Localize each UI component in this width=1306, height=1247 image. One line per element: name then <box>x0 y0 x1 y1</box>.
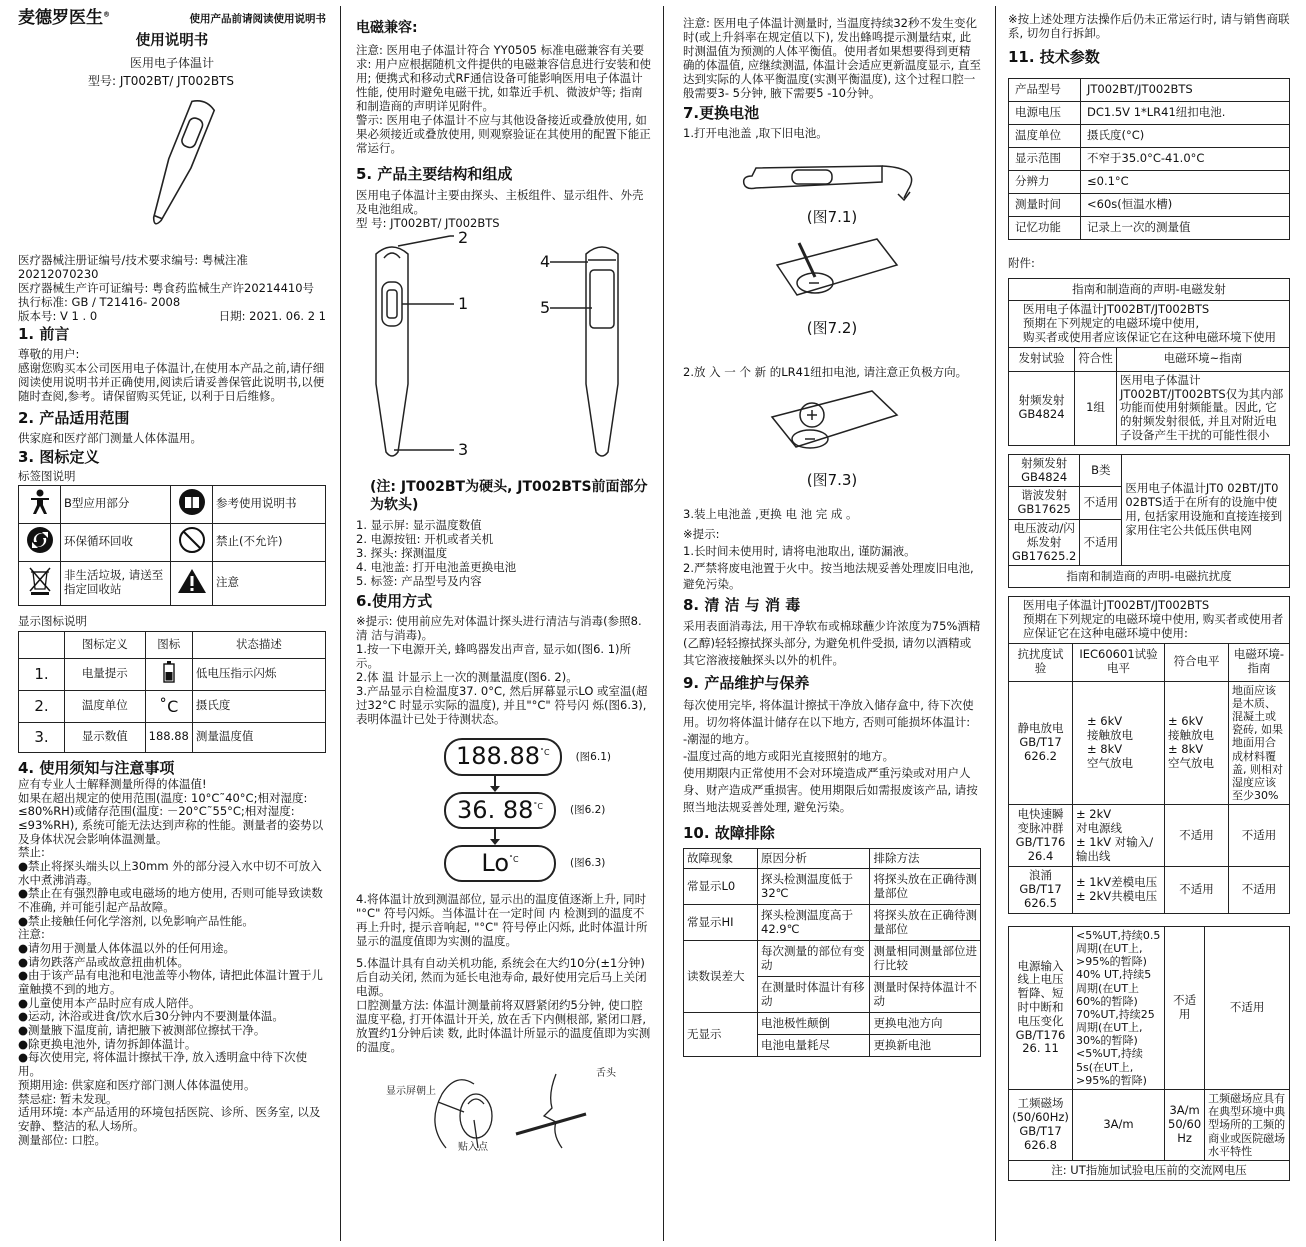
oral-measure-diagram <box>356 1064 652 1154</box>
lcd-value: 36. 88 <box>457 795 534 824</box>
column-1 <box>18 8 326 1243</box>
immunity-test: 工频磁场 (50/60Hz) GB/T17 626.8 <box>1009 1090 1073 1161</box>
fault-cause: 电池极性颠倒 <box>758 1013 870 1035</box>
immunity-table-2 <box>1008 926 1290 1181</box>
emission-compliance: B类 <box>1080 454 1122 487</box>
fault-fix: 将探头放在正确待测量部位 <box>870 869 981 905</box>
diagram-label-screen-up: 显示屏朝上 <box>386 1086 436 1098</box>
emission-header: 符合性 <box>1075 347 1117 371</box>
immunity-compliance: 3A/m 50/60 Hz <box>1165 1090 1205 1161</box>
fault-fix: 更换电池方向 <box>870 1013 981 1035</box>
emission-compliance: 不适用 <box>1080 487 1122 520</box>
doc-title: 使用说明书 <box>135 32 209 49</box>
section-2-body: 供家庭和医疗部门测量人体体温用。 <box>18 431 202 446</box>
display-icon-table <box>18 631 326 753</box>
battery-step-2: 2.放 入 一 个 新 的LR41纽扣电池, 请注意正负极方向。 <box>683 365 968 379</box>
structure-note: (注: JT002BT为硬头, JT002BTS前面部分为软头) <box>370 478 648 513</box>
section-4-title: 4. 使用须知与注意事项 <box>18 758 175 777</box>
footnote: 注: UT指施加试验电压前的交流网电压 <box>1009 1160 1290 1180</box>
emc-title: 电磁兼容: <box>356 20 418 36</box>
immunity-header: IEC60601试验电平 <box>1073 643 1165 681</box>
recycle-icon <box>19 523 61 561</box>
label-text: 参考使用说明书 <box>213 485 326 523</box>
doc-subtitle: 医用电子体温计 <box>129 56 214 71</box>
section-5-body: 医用电子体温计主要由探头、主板组件、显示组件、外壳及电池组成。 型 号: JT002BT/ JT002BTS <box>356 187 644 230</box>
emission-test: 射频发射 GB4824 <box>1009 454 1080 487</box>
section-11-title: 11. 技术参数 <box>1008 48 1100 67</box>
section-1-body: 尊敬的用户: 感谢您购买本公司医用电子体温计,在使用本产品之前,请仔细阅读使用说明书并正确使用,阅读后请妥善保管此说明书,以便随时查阅,参考。请保留购买凭证, 以利于日后维修。 <box>18 347 325 404</box>
spec-value: 不窄于35.0°C-41.0°C <box>1081 148 1290 171</box>
parts-list: 1. 显示屏: 显示温度数值 2. 电源按钮: 开机或者关机 3. 探头: 探测温度 4. 电池盖: 打开电池盖更换电池 5. 标签: 产品型号及内容 <box>356 517 517 588</box>
spec-key: 显示范围 <box>1009 148 1081 171</box>
emission-test: 电压波动/闪烁发射 GB17625.2 <box>1009 519 1080 565</box>
lcd-caption: (图6.3) <box>570 857 606 870</box>
celsius-icon: ˚C <box>145 690 192 722</box>
spec-key: 分辨力 <box>1009 171 1081 194</box>
section-8-body: 采用表面消毒法, 用干净软布或棉球蘸少许浓度为75%酒精(乙醇)轻轻擦拭探头部分, 为避免机件受损, 请勿以酒精或其它溶液接触探头以外的机件。 <box>683 619 981 668</box>
lcd-display <box>444 845 556 882</box>
immunity-env: 不适用 <box>1229 867 1290 913</box>
display-header: 状态描述 <box>192 631 325 658</box>
section-6-body: ※提示: 使用前应先对体温计探头进行清洁与消毒(参照8.清 洁与消毒)。 1.按一下电源开关, 蜂鸣器发出声音, 显示如(图6. 1)所示。 2.体 温 计显示上一次的测量温度(图6. 2)。 3.产品显示自检温度37. 0°C, 然后屏幕显示LO 或室温(超过32°C 时显示实际的温度), 并且"°C" 符号闪 烁(图6.3), 表明体温计已处于待测状态。 <box>356 614 648 727</box>
immunity-level: 3A/m <box>1073 1090 1165 1161</box>
spec-key: 测量时间 <box>1009 194 1081 217</box>
column-4 <box>1008 8 1290 1243</box>
emission-compliance: 1组 <box>1075 371 1117 445</box>
emission-test: 射频发射 GB4824 <box>1009 371 1075 445</box>
registration-no: 医疗器械注册证编号/技术要求编号: 粤械注准20212070230 <box>18 252 248 281</box>
section-1-title: 1. 前言 <box>18 324 70 343</box>
fault-symptom: 无显示 <box>684 1013 758 1057</box>
section-9-title: 9. 产品维护与保养 <box>683 674 810 693</box>
display-header: 图标 <box>145 631 192 658</box>
callout-4: 4 <box>540 251 551 271</box>
lcd-display <box>444 738 562 775</box>
lcd-value: Lo <box>481 848 510 877</box>
fault-cause: 在测量时体温计有移动 <box>758 977 870 1013</box>
fault-symptom: 读数误差大 <box>684 941 758 1013</box>
remove-battery-figure <box>757 235 907 315</box>
spec-value: DC1.5V 1*LR41纽扣电池. <box>1081 102 1290 125</box>
section-9-body: 每次使用完毕, 将体温计擦拭干净放入储存盒中, 待下次使用。切勿将体温计储存在以下地方, 否则可能损坏体温计: -潮湿的地方。 -温度过高的地方或阳光直接照射的地方。 使用期限内正常使用不会对环境造成严重污染或对用户人身、财产造成严重损害。使用期限后如需报废该产品, 请按照当地法规妥善处理, 避免污染。 <box>683 697 978 814</box>
down-arrow-icon <box>494 829 496 841</box>
display-row-def: 显示数值 <box>65 722 146 752</box>
section-2-title: 2. 产品适用范围 <box>18 409 130 428</box>
display-header: 图标定义 <box>65 631 146 658</box>
immunity-title: 指南和制造商的声明-电磁抗扰度 <box>1009 566 1290 588</box>
thermometer-illustration <box>118 93 238 243</box>
immunity-test: 静电放电 GB/T17 626.2 <box>1009 681 1073 805</box>
column-3 <box>683 8 981 1243</box>
lcd-display <box>444 792 556 829</box>
fault-symptom: 常显示L0 <box>684 869 758 905</box>
emission-table-2 <box>1008 454 1290 589</box>
fault-header: 原因分析 <box>758 849 870 869</box>
immunity-intro: 医用电子体温计JT002BT/JT002BTS 预期在下列规定的电磁环境中使用, 购买者或使用者应保证它在这种电磁环境中使用: <box>1009 597 1290 643</box>
spec-value: ≤0.1°C <box>1081 171 1290 194</box>
immunity-compliance: 不适用 <box>1165 867 1229 913</box>
immunity-level: ± 1kV差模电压 ± 2kV共模电压 <box>1073 867 1165 913</box>
display-row-no: 2. <box>19 690 65 722</box>
spec-key: 电源电压 <box>1009 102 1081 125</box>
measure-note: 注意: 医用电子体温计测量时, 当温度持续32秒不发生变化时(或上升斜率在规定值以下), 发出蜂鸣提示测量结束, 此时测温值为预测的人体平衡值。使用者如果想要得到更精确的体温值, 应继续测温, 体温计会适应更新温度显示, 直至达到实际的人体平衡温度(实测平衡温度), 这个过程口腔一般需要3- 5分钟, 腋下需要5 -10分钟。 <box>683 16 981 101</box>
immunity-compliance: ± 6kV 接触放电 ± 8kV 空气放电 <box>1165 681 1229 805</box>
license-no: 医疗器械生产许可证编号: 粤食药监械生产许20214410号 <box>18 280 315 295</box>
fault-cause: 每次测量的部位有变动 <box>758 941 870 977</box>
column-divider <box>340 6 341 1241</box>
manual-icon <box>171 485 213 523</box>
battery-step-1: 1.打开电池盖 ,取下旧电池。 <box>683 126 828 141</box>
lcd-unit: ˚C <box>539 748 550 758</box>
read-notice: 使用产品前请阅读使用说明书 <box>189 13 326 25</box>
emission-title: 指南和制造商的声明-电磁发射 <box>1009 279 1290 301</box>
callout-1: 1 <box>458 293 469 313</box>
battery-icon <box>145 658 192 690</box>
fault-cause: 探头检测温度低于32℃ <box>758 869 870 905</box>
emission-test: 谐波发射 GB17625 <box>1009 487 1080 520</box>
section-10-title: 10. 故障排除 <box>683 823 775 842</box>
label-text: B型应用部分 <box>61 485 171 523</box>
lcd-unit: ˚C <box>533 801 543 811</box>
label-table <box>18 485 326 606</box>
immunity-env: 地面应该是木质、混凝土或瓷砖, 如果地面用合成材料覆盖, 则相对湿度应该至少30% <box>1229 681 1290 805</box>
emission-table <box>1008 278 1290 445</box>
section-4-body: 应有专业人士解释测量所得的体温值! 如果在超出规定的使用范围(温度: 10°C˜40°C;相对湿度: ≤80%RH)或储存范围(温度: －20°C˜55°C;相对湿度: ≤93%RH), 系统可能无法达到声称的性能。测量者的姿势以及身体状况会影响体温测量。 禁止: ●禁止将探头端头以上30mm 外的部分浸入水中切不可放入水中煮沸消毒。 ●禁止在有强烈静电或电磁场的地方使用, 否则可能导致读数不准确, 并可能引起产品故障。 ●禁止接触任何化学溶剂, 以免影响产品性能。 注意: ●请勿用于测量人体体温以外的任何用途。 ●请勿跌落产品或故意扭曲机体。 ●由于该产品有电池和电池盖等小物体, 请把此体温计置于儿童触摸不到的地方。 ●儿童使用本产品时应有成人陪伴。 ●运动, 沐浴或进食/饮水后30分钟内不要测量体温。 ●测量腋下温度前, 请把腋下被测部位擦拭干净。 ●除更换电池外, 请勿拆卸体温计。 ●每次使用完, 将体温计擦拭干净, 放入透明盒中待下次使用。 预期用途: 供家庭和医疗部门测人体体温使用。 禁忌症: 暂未发现。 适用环境: 本产品适用的环境包括医院、诊所、医务室, 以及安静、整洁的私人场所。 测量部位: 口腔。 <box>18 777 324 1147</box>
immunity-env: 工频磁场应具有在典型环境中典型场所的工频的商业或医院磁场水平特性 <box>1205 1090 1290 1161</box>
immunity-test: 电源输入线上电压暂降、短时中断和电压变化 GB/T176 26. 11 <box>1009 926 1073 1089</box>
display-row-no: 3. <box>19 722 65 752</box>
display-row-desc: 低电压指示闪烁 <box>192 658 325 690</box>
column-2 <box>356 8 652 1243</box>
immunity-header: 符合电平 <box>1165 643 1229 681</box>
fault-fix: 测量时保持体温计不动 <box>870 977 981 1013</box>
lcd-unit: ˚C <box>509 854 519 864</box>
section-5-title: 5. 产品主要结构和组成 <box>356 165 513 184</box>
diagram-label-tongue: 舌头 <box>596 1068 616 1080</box>
spec-value: <60s(恒温水槽) <box>1081 194 1290 217</box>
weee-icon <box>19 561 61 605</box>
spec-value: 记录上一次的测量值 <box>1081 217 1290 240</box>
fault-header: 排除方法 <box>870 849 981 869</box>
insert-battery-figure <box>752 387 912 467</box>
column-divider <box>995 6 996 1241</box>
lcd-value: 188.88 <box>456 742 540 771</box>
fig-7-3-caption: (图7.3) <box>806 471 858 490</box>
registered-mark: ® <box>103 10 110 19</box>
version: 版本号: V 1 . 0 <box>18 308 98 323</box>
brand <box>18 8 110 29</box>
lcd-figures <box>356 738 652 882</box>
callout-2: 2 <box>458 227 469 247</box>
section-6-body-2: 4.将体温计放到测温部位, 显示出的温度值逐渐上升, 同时 "°C" 符号闪烁。当体温计在一定时间 内 检测到的温度不再上升时, 提示音响起, "°C" 符号停止闪烁, 此时体温计所显示的温度值即为实测的温度。 <box>356 892 648 949</box>
spec-key: 温度单位 <box>1009 125 1081 148</box>
spec-value: JT002BT/JT002BTS <box>1081 79 1290 102</box>
label-text: 禁止(不允许) <box>213 523 326 561</box>
fault-fix: 更换新电池 <box>870 1035 981 1057</box>
digits-icon: 188.88 <box>145 722 192 752</box>
person-icon <box>19 485 61 523</box>
emission-env: 医用电子体温计JT002BT/JT002BTS仅为其内部功能而使用射频能量。因此, 它的射频发射很低, 并且对附近电子设备产生干扰的可能性很小 <box>1117 371 1290 445</box>
immunity-env: 不适用 <box>1229 805 1290 867</box>
prohibit-icon <box>171 523 213 561</box>
emission-intro: 医用电子体温计JT002BT/JT002BTS 预期在下列规定的电磁环境中使用, 购买者或使用者应该保证它在这种电磁环境下使用 <box>1009 301 1290 347</box>
battery-tips: ※提示: 1.长时间未使用时, 请将电池取出, 谨防漏液。 2.严禁将废电池置于火中。按当地法规妥善处理废旧电池, 避免污染。 <box>683 527 974 592</box>
immunity-compliance: 不适用 <box>1165 805 1229 867</box>
date: 日期: 2021. 06. 2 1 <box>218 308 326 323</box>
section-8-title: 8. 清 洁 与 消 毒 <box>683 596 801 615</box>
attachment-label: 附件: <box>1008 256 1035 271</box>
emc-body: 注意: 医用电子体温计符合 YY0505 标准电磁兼容有关要求: 用户应根据随机文件提供的电磁兼容信息进行安装和使用; 便携式和移动式RF通信设备可能影响医用电子体温计性能, 使用时避免电磁干扰, 如靠近手机、微波炉等; 指南和制造商的声明详见附件。 警示: 医用电子体温计不应与其他设备接近或叠放使用, 如果必须接近或叠放使用, 则观察验证在其使用的配置下能正常运行。 <box>356 43 652 156</box>
emission-header: 电磁环境~指南 <box>1117 347 1290 371</box>
display-title: 显示图标说明 <box>18 613 87 628</box>
immunity-table <box>1008 596 1290 913</box>
column-divider <box>663 6 664 1241</box>
down-arrow-icon <box>494 776 496 788</box>
warning-icon <box>171 561 213 605</box>
immunity-env: 不适用 <box>1205 926 1290 1089</box>
immunity-level: ± 2kV 对电源线 ± 1kV 对输入/输出线 <box>1073 805 1165 867</box>
structure-diagram <box>356 227 652 470</box>
emission-env: 医用电子体温计JT0 02BT/JT0 02BTS适于在所有的设施中使用, 包括家用设施和直接连接到家用住宅公共低压供电网 <box>1122 454 1290 566</box>
fault-fix: 将探头放在正确待测量部位 <box>870 905 981 941</box>
fig-7-2-caption: (图7.2) <box>806 318 858 337</box>
contact-note: ※按上述处理方法操作后仍未正常运行时, 请与销售商联系, 切勿自行拆卸。 <box>1008 12 1290 41</box>
section-6-title: 6.使用方式 <box>356 592 433 610</box>
doc-model: 型号: JT002BT/ JT002BTS <box>88 74 235 89</box>
lcd-caption: (图6.2) <box>570 803 606 816</box>
display-row-def: 电量提示 <box>65 658 146 690</box>
callout-5: 5 <box>540 297 551 317</box>
diagram-label-contact-point: 贴入点 <box>458 1142 488 1154</box>
spec-key: 产品型号 <box>1009 79 1081 102</box>
fault-cause: 探头检测温度高于42.9℃ <box>758 905 870 941</box>
fault-symptom: 常显示HI <box>684 905 758 941</box>
immunity-compliance: 不适用 <box>1165 926 1205 1089</box>
battery-step-3: 3.装上电池盖 ,更换 电 池 完 成 。 <box>683 507 858 522</box>
brand-name: 麦德罗医生 <box>18 8 103 28</box>
display-row-desc: 摄氏度 <box>192 690 325 722</box>
callout-3: 3 <box>458 439 469 459</box>
standard: 执行标准: GB / T21416- 2008 <box>18 294 181 309</box>
emission-compliance: 不适用 <box>1080 519 1122 565</box>
display-header <box>19 631 65 658</box>
label-text: 非生活垃圾, 请送至指定回收站 <box>61 561 171 605</box>
section-7-title: 7.更换电池 <box>683 104 760 123</box>
spec-table <box>1008 78 1290 240</box>
display-row-desc: 测量温度值 <box>192 722 325 752</box>
immunity-level: <5%UT,持续0.5周期(在UT上, >95%的暂降) 40% UT,持续5周期(在UT上60%的暂降) 70%UT,持续25周期(在UT上, 30%的暂降) <5%UT,持续5s(在UT上, >95%的暂降) <box>1073 926 1165 1089</box>
label-text: 注意 <box>213 561 326 605</box>
spec-value: 摄氏度(°C) <box>1081 125 1290 148</box>
fig-7-1-caption: (图7.1) <box>806 208 858 227</box>
display-row-no: 1. <box>19 658 65 690</box>
label-text: 环保循环回收 <box>61 523 171 561</box>
immunity-level: ± 6kV 接触放电 ± 8kV 空气放电 <box>1073 681 1165 805</box>
display-row-def: 温度单位 <box>65 690 146 722</box>
section-6-body-3: 5.体温计具有自动关机功能, 系统会在大约10分(±1分钟)后自动关闭, 然而为延长电池寿命, 最好使用完后马上关闭电源。 口腔测量方法: 体温计测量前将双唇紧闭约5分钟, 使口腔温度平稳, 打开体温计开关, 放在舌下内侧根部, 紧闭口唇, 放置约1分钟后读 数, 此时体温计所显示的温度值即为实测的温度。 <box>356 956 651 1055</box>
label-title: 标签图说明 <box>18 468 76 483</box>
immunity-header: 电磁环境-指南 <box>1229 643 1290 681</box>
lcd-caption: (图6.1) <box>575 750 611 763</box>
fault-table <box>683 848 981 1057</box>
fault-header: 故障现象 <box>684 849 758 869</box>
section-3-title: 3. 图标定义 <box>18 448 100 467</box>
immunity-test: 浪涌 GB/T17 626.5 <box>1009 867 1073 913</box>
fault-cause: 电池电量耗尽 <box>758 1035 870 1057</box>
emission-header: 发射试验 <box>1009 347 1075 371</box>
fault-fix: 测量相同测量部位进行比较 <box>870 941 981 977</box>
immunity-test: 电快速瞬变脉冲群 GB/T176 26.4 <box>1009 805 1073 867</box>
immunity-header: 抗扰度试验 <box>1009 643 1073 681</box>
spec-key: 记忆功能 <box>1009 217 1081 240</box>
battery-cover-open-figure <box>732 154 932 204</box>
